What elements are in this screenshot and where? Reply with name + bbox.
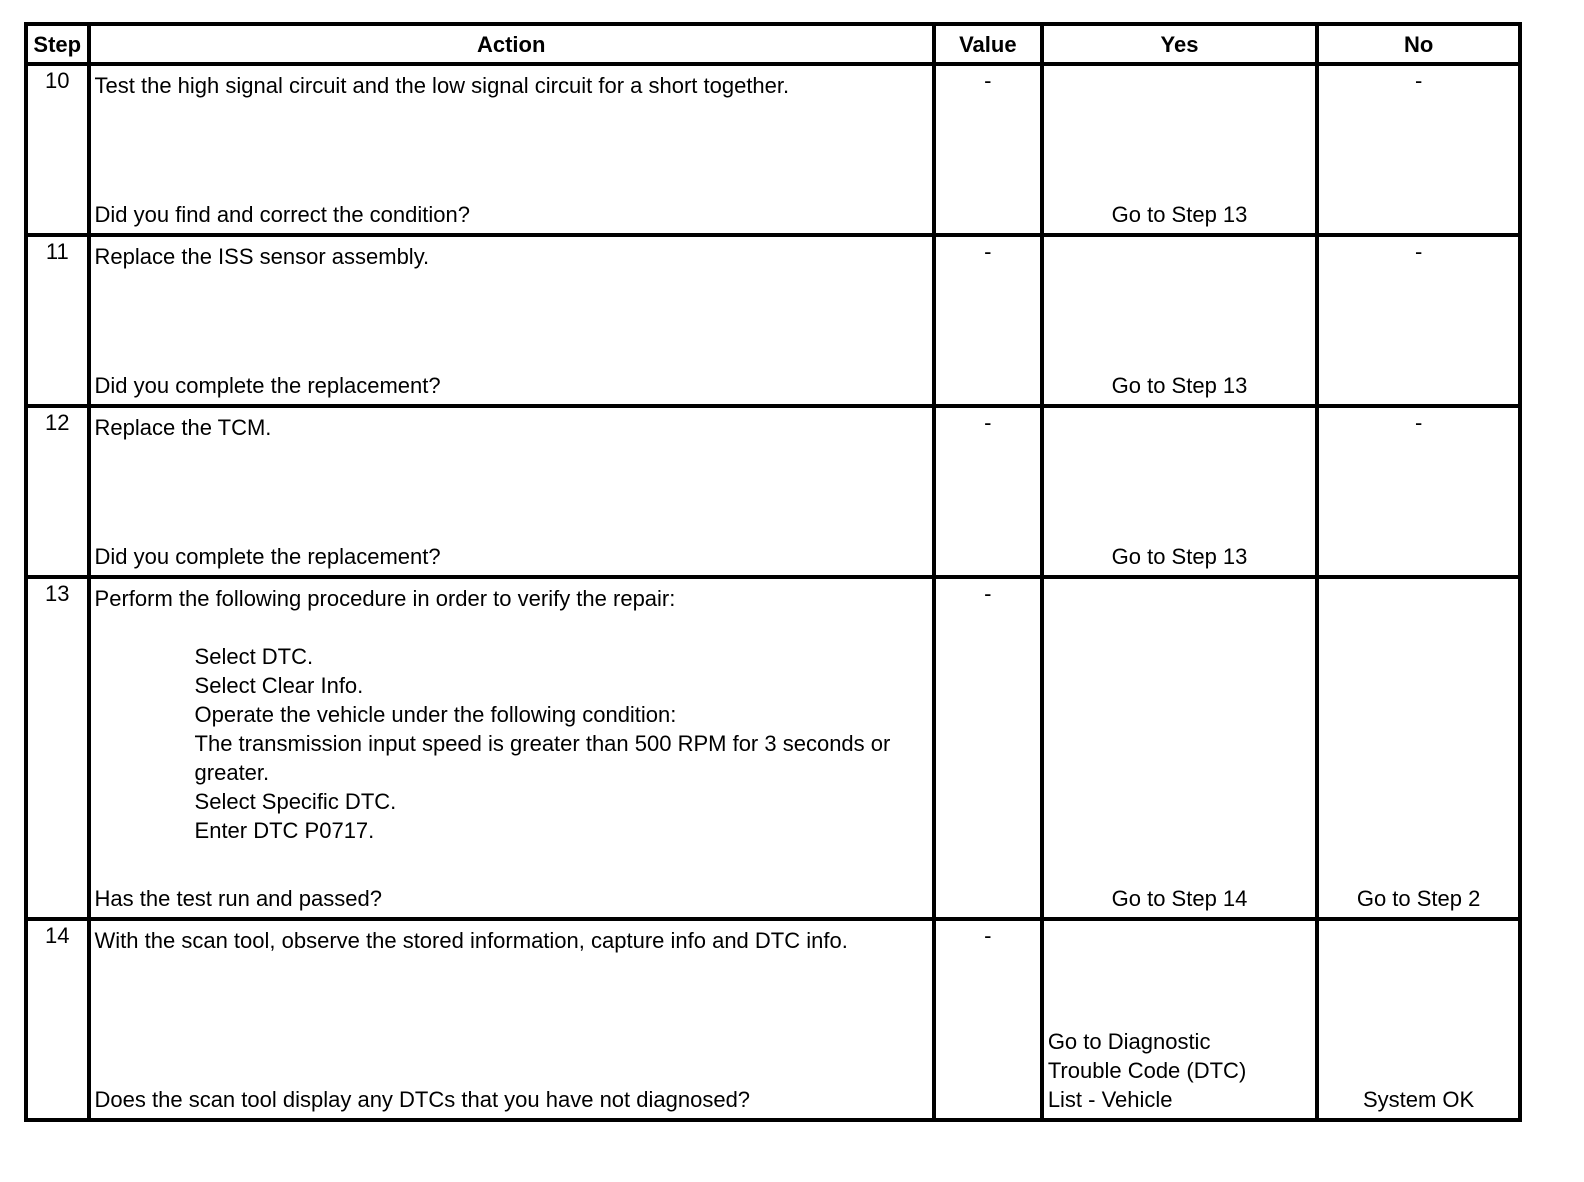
value-cell: - bbox=[934, 919, 1042, 1120]
action-instruction: Perform the following procedure in order to verify the repair: bbox=[94, 586, 676, 611]
action-question: Does the scan tool display any DTCs that you have not diagnosed? bbox=[94, 1087, 751, 1112]
yes-cell bbox=[1042, 406, 1317, 577]
header-yes: Yes bbox=[1042, 24, 1317, 64]
table-row bbox=[26, 406, 1520, 577]
action-instruction: Replace the ISS sensor assembly. bbox=[94, 244, 430, 269]
table-row bbox=[26, 235, 1520, 406]
procedure-list bbox=[95, 642, 892, 845]
step-number: 11 bbox=[26, 235, 89, 406]
procedure-step: Enter DTC P0717. bbox=[194, 818, 375, 843]
yes-cell bbox=[1042, 577, 1317, 919]
step-number: 14 bbox=[26, 919, 89, 1120]
yes-link[interactable]: Go to Step 13 bbox=[1111, 544, 1248, 569]
step-number: 12 bbox=[26, 406, 89, 577]
header-value: Value bbox=[934, 24, 1042, 64]
procedure-step: Select DTC. bbox=[194, 644, 314, 669]
header-step: Step bbox=[26, 24, 89, 64]
procedure-step: Operate the vehicle under the following condition: bbox=[194, 702, 677, 727]
action-question: Did you find and correct the condition? bbox=[94, 202, 470, 227]
no-cell bbox=[1317, 919, 1520, 1120]
action-question: Has the test run and passed? bbox=[94, 886, 382, 911]
action-question: Did you complete the replacement? bbox=[94, 373, 441, 398]
yes-link[interactable]: Go to Step 14 bbox=[1111, 886, 1248, 911]
no-cell: - bbox=[1317, 235, 1520, 406]
action-cell bbox=[89, 577, 934, 919]
table-row bbox=[26, 577, 1520, 919]
header-no: No bbox=[1317, 24, 1520, 64]
value-cell: - bbox=[934, 577, 1042, 919]
yes-link[interactable]: Go to Step 13 bbox=[1111, 373, 1248, 398]
step-number: 13 bbox=[26, 577, 89, 919]
step-number: 10 bbox=[26, 64, 89, 235]
yes-cell bbox=[1042, 64, 1317, 235]
table-row bbox=[26, 919, 1520, 1120]
action-instruction: With the scan tool, observe the stored information, capture info and DTC info. bbox=[94, 928, 848, 953]
table-row bbox=[26, 64, 1520, 235]
diagnostic-table bbox=[24, 22, 1522, 1122]
no-cell: - bbox=[1317, 64, 1520, 235]
action-instruction: Test the high signal circuit and the low signal circuit for a short together. bbox=[94, 73, 790, 98]
action-cell bbox=[89, 406, 934, 577]
yes-link[interactable]: Go to Diagnostic Trouble Code (DTC) List - Vehicle bbox=[1047, 1029, 1247, 1112]
action-cell bbox=[89, 235, 934, 406]
value-cell: - bbox=[934, 235, 1042, 406]
no-result: System OK bbox=[1362, 1087, 1475, 1112]
no-cell bbox=[1317, 577, 1520, 919]
no-link[interactable]: Go to Step 2 bbox=[1356, 886, 1481, 911]
yes-cell bbox=[1042, 235, 1317, 406]
value-cell: - bbox=[934, 64, 1042, 235]
yes-link[interactable]: Go to Step 13 bbox=[1111, 202, 1248, 227]
procedure-step: The transmission input speed is greater than 500 RPM for 3 seconds or greater. bbox=[194, 731, 891, 785]
action-question: Did you complete the replacement? bbox=[94, 544, 441, 569]
header-action: Action bbox=[89, 24, 934, 64]
action-cell bbox=[89, 919, 934, 1120]
header-row bbox=[26, 24, 1520, 64]
procedure-step: Select Specific DTC. bbox=[194, 789, 397, 814]
action-instruction: Replace the TCM. bbox=[94, 415, 272, 440]
yes-cell bbox=[1042, 919, 1317, 1120]
procedure-step: Select Clear Info. bbox=[194, 673, 364, 698]
action-cell bbox=[89, 64, 934, 235]
no-cell: - bbox=[1317, 406, 1520, 577]
value-cell: - bbox=[934, 406, 1042, 577]
